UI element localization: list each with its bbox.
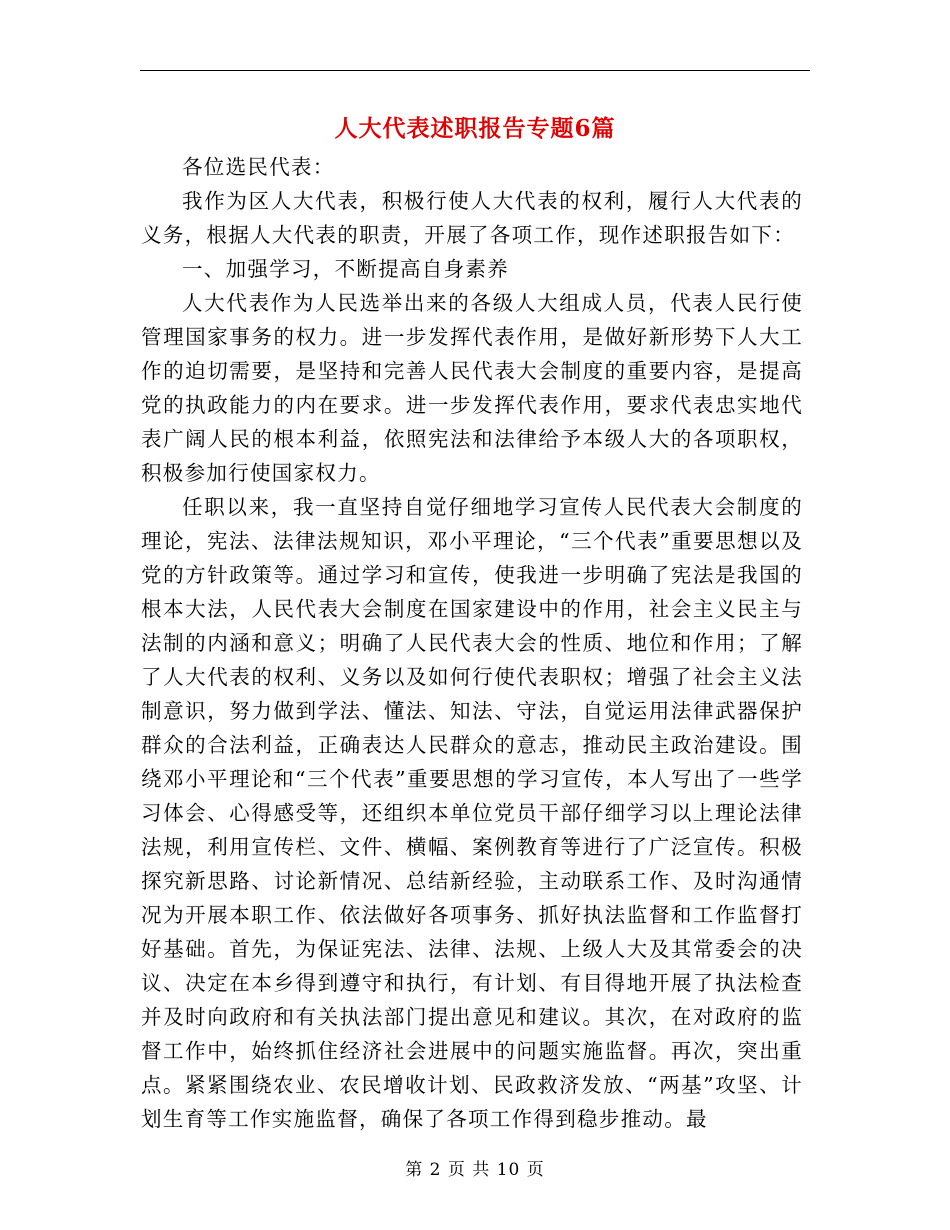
document-title: 人大代表述职报告专题6篇 — [334, 115, 616, 142]
salutation: 各位选民代表： — [182, 155, 335, 179]
document-body — [141, 150, 803, 1136]
section-heading: 一、加强学习，不断提高自身素养 — [182, 257, 509, 281]
header-rule — [140, 70, 810, 71]
page-number: 第 2 页 共 10 页 — [405, 1160, 545, 1180]
paragraph-study: 任职以来，我一直坚持自觉仔细地学习宣传人民代表大会制度的理论，宪法、法律法规知识，邓小平理论，“三个代表”重要思想以及党的方针政策等。通过学习和宣传，使我进一步明确了宪法是我国的根本大法，人民代表大会制度在国家建设中的作用，社会主义民主与法制的内涵和意义；明确了人民代表大会的性质、地位和作用；了解了人大代表的权利、义务以及如何行使代表职权；增强了社会主义法制意识，努力做到学法、懂法、知法、守法，自觉运用法律武器保护群众的合法利益，正确表达人民群众的意志，推动民主政治建设。围绕邓小平理论和“三个代表”重要思想的学习宣传，本人写出了一些学习体会、心得感受等，还组织本单位党员干部仔细学习以上理论法律法规，利用宣传栏、文件、横幅、案例教育等进行了广泛宣传。积极探究新思路、讨论新情况、总结新经验，主动联系工作、及时沟通情况为开展本职工作、依法做好各项事务、抓好执法监督和工作监督打好基础。首先，为保证宪法、法律、法规、上级人大及其常委会的决议、决定在本乡得到遵守和执行，有计划、有目得地开展了执法检查并及时向政府和有关执法部门提出意见和建议。其次，在对政府的监督工作中，始终抓住经济社会进展中的问题实施监督。再次，突出重点。紧紧围绕农业、农民增收计划、民政救济发放、“两基”攻坚、计划生育等工作实施监督，确保了各项工作得到稳步推动。最 — [141, 495, 803, 1131]
paragraph-intro: 我作为区人大代表，积极行使人大代表的权利，履行人大代表的义务，根据人大代表的职责，开展了各项工作，现作述职报告如下： — [141, 189, 803, 247]
paragraph-role: 人大代表作为人民选举出来的各级人大组成人员，代表人民行使管理国家事务的权力。进一步发挥代表作用，是做好新形势下人大工作的迫切需要，是坚持和完善人民代表大会制度的重要内容，是提高党的执政能力的内在要求。进一步发挥代表作用，要求代表忠实地代表广阔人民的根本利益，依照宪法和法律给予本级人大的各项职权，积极参加行使国家权力。 — [141, 291, 803, 485]
